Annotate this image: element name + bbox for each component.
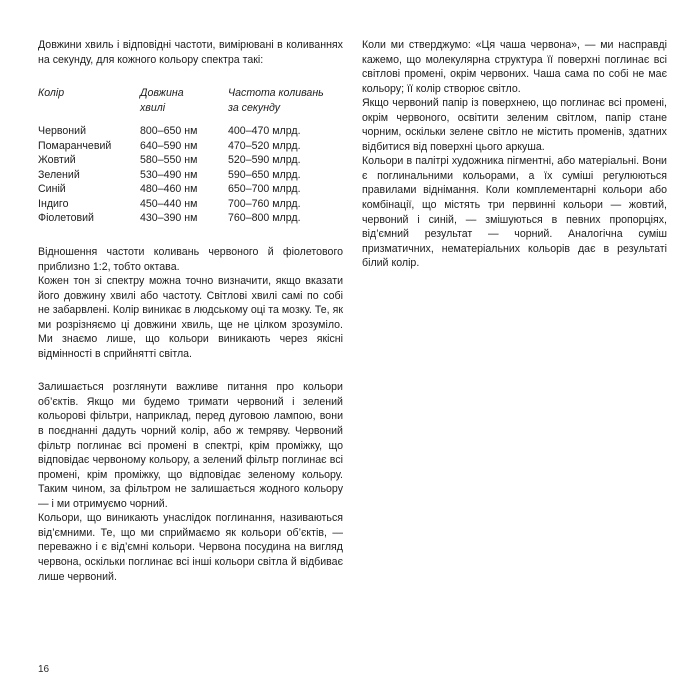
pigments-paragraph: Кольори в палітрі художника пігментні, або матеріальні. Вони є поглинальними кольорами, а їх суміші регулюються правилами віднімання. Коли комплементарні кольори або комбінації, що містять три первинні кольори — жовтий, червоний і синій, — змішуються в певних пропорціях, від’ємний результат — чорний. Аналогічна суміш призматичних, нематеріальних кольорів дає в результаті білий колір. <box>362 155 667 270</box>
cell-wavelength: 450–440 нм <box>140 197 198 210</box>
cell-frequency: 760–800 млрд. <box>228 212 301 225</box>
table-row <box>38 182 343 197</box>
table-row <box>38 139 343 154</box>
cell-color: Жовтий <box>38 154 76 167</box>
cell-frequency: 520–590 млрд. <box>228 154 301 167</box>
spectrum-table-head <box>38 86 343 124</box>
table-row <box>38 211 343 226</box>
cell-wavelength: 530–490 нм <box>140 168 198 181</box>
header-color: Колір <box>38 87 65 100</box>
filters-paragraph: Залишається розглянути важливе питання про кольори об’єктів. Якщо ми будемо тримати червоний і зелений кольорові фільтри, наприклад, перед дуговою лампою, вони в поєднанні дадуть чорний колір, або ж темряву. Червоний фільтр поглинає всі промені в спектрі, крім проміжку, що відповідає червоному кольору, а зелений фільтр поглинає всі промені, крім проміжку, що відповідає зеленому кольору. Таким чином, за фільтром не залишається жодного кольору — і ми отримуємо чорний. <box>38 381 343 510</box>
spacer <box>38 67 343 86</box>
right-text-column <box>362 38 667 271</box>
spacer <box>38 361 343 380</box>
table-row <box>38 197 343 212</box>
header-color-continuation <box>38 101 140 125</box>
cell-wavelength: 430–390 нм <box>140 212 198 225</box>
cell-color: Фіолетовий <box>38 212 94 225</box>
cell-frequency: 590–650 млрд. <box>228 168 301 181</box>
cell-frequency: 400–470 млрд. <box>228 125 301 138</box>
cup-paragraph: Коли ми стверджумо: «Ця чаша червона», — ми насправді кажемо, що молекулярна структура її поверхні поглинає всі світлові промені, окрім червоних. Чаша сама по собі не має кольору; її колір створює світло. <box>362 39 667 95</box>
cell-wavelength: 800–650 нм <box>140 125 198 138</box>
cell-frequency: 470–520 млрд. <box>228 139 301 152</box>
table-row <box>38 153 343 168</box>
header-frequency-line2: за секунду <box>228 101 281 114</box>
cell-wavelength: 640–590 нм <box>140 139 198 152</box>
cell-wavelength: 480–460 нм <box>140 183 198 196</box>
header-frequency-line1: Частота коливань <box>228 87 324 100</box>
cell-wavelength: 580–550 нм <box>140 154 198 167</box>
spacer <box>38 226 343 245</box>
cell-frequency: 700–760 млрд. <box>228 197 301 210</box>
ratio-paragraph: Відношення частоти коливань червоного й фіолетового приблизно 1:2, тобто октава. <box>38 246 343 273</box>
cell-color: Червоний <box>38 125 87 138</box>
spectrum-table-header-row-2 <box>38 101 343 125</box>
intro-paragraph: Довжини хвиль і відповідні частоти, вимірювані в коливаннях на секунду, для кожного кольору спектра такі: <box>38 39 343 66</box>
header-wavelength-line2: хвилі <box>140 101 166 114</box>
left-text-column <box>38 38 343 584</box>
table-row <box>38 124 343 139</box>
cell-color: Помаранчевий <box>38 139 112 152</box>
paper-paragraph: Якщо червоний папір із поверхнею, що поглинає всі промені, окрім червоного, освітити зеленим світлом, папір стане чорним, оскільки зелене світло не містить променів, здатних відбитися від поверхні цього аркуша. <box>362 97 667 153</box>
page-number: 16 <box>38 664 50 675</box>
negative-colors-paragraph: Кольори, що виникають унаслідок поглинання, називаються від’ємними. Те, що ми сприймаємо як кольори об’єктів, — переважно і є від’ємні кольори. Червона посудина на вигляд червона, оскільки поглинає всі інші кольори світла й відбиває лише червоний. <box>38 512 343 583</box>
cell-color: Зелений <box>38 168 80 181</box>
header-wavelength-line1: Довжина <box>140 87 184 100</box>
table-row <box>38 168 343 183</box>
spectrum-table-body <box>38 124 343 226</box>
tone-paragraph: Кожен тон зі спектру можна точно визначити, якщо вказати його довжину хвилі або частоту. Світлові хвилі самі по собі не забарвлені. Колір виникає в людському оці та мозку. Те, як ми розрізняємо ці довжини хвиль, ще не цілком зрозуміло. Ми знаємо лише, що кольори виникають через якісні відмінності в сприйнятті світла. <box>38 275 343 360</box>
spectrum-table <box>38 86 343 226</box>
cell-color: Синій <box>38 183 66 196</box>
cell-color: Індиго <box>38 197 69 210</box>
spectrum-table-header-row-1 <box>38 86 343 101</box>
cell-frequency: 650–700 млрд. <box>228 183 301 196</box>
